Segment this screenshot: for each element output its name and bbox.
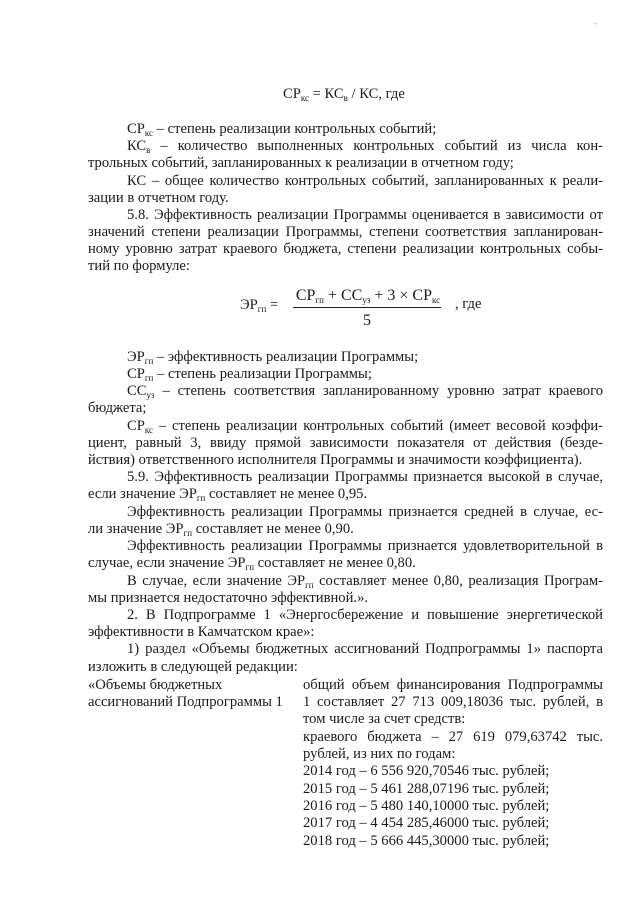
p58-line-2: значений степени реализации Программы, степени соответствия запланирован- (88, 224, 603, 240)
table-right-line-5: рублей, из них по годам: (303, 746, 456, 762)
p59-line-6: случае, если значение $ЭР_{гп}$ составляет не менее 0,80. (88, 555, 416, 572)
formula-er-denominator: 5 (363, 312, 371, 329)
p59-line-3: Эффективность реализации Программы признается средней в случае, ес- (127, 504, 603, 520)
p59-line-8: мы признается недостаточно эффективной.». (88, 590, 369, 606)
p58-line-1: 5.8. Эффективность реализации Программы оценивается в зависимости от (127, 207, 603, 223)
table-left-line-2: ассигнований Подпрограммы 1 (88, 694, 283, 710)
definition-ks-v: $КС_в$ – количество выполненных контрольных событий из числа кон- (127, 138, 603, 155)
table-right-line-2: 1 составляет 27 713 009,18036 тыс. рублей, в (303, 694, 603, 710)
table-right-year-2017: 2017 год – 4 454 285,46000 тыс. рублей; (303, 815, 550, 831)
formula-er-lhs: $ЭР_{гп}$ = (240, 297, 279, 314)
formula-sr-ks: $СР_{кс} = КС_в$ / КС, где (283, 86, 405, 103)
p59-line-5: Эффективность реализации Программы признается удовлетворительной в (127, 538, 603, 554)
item1-line-1: 1) раздел «Объемы бюджетных ассигнований Подпрограммы 1» паспорта (127, 641, 603, 657)
p59-line-4: ли значение $ЭР_{гп}$ составляет не менее 0,90. (88, 521, 354, 538)
definition-sr-ks-2-cont-2: йствия) ответственного исполнителя Программы и значимости коэффициента). (88, 452, 583, 468)
definition-sr-ks-2-cont-1: циент, равный 3, ввиду прямой зависимости показателя от действия (безде- (88, 435, 603, 451)
corner-mark: - (594, 18, 597, 28)
p59-line-7: В случае, если значение $ЭР_{гп}$ составляет менее 0,80, реализация Програм- (127, 573, 603, 590)
definition-ks: КС – общее количество контрольных событий, запланированных к реали- (127, 173, 603, 189)
table-left-line-1: «Объемы бюджетных (88, 677, 223, 693)
section2-line-2: эффективности в Камчатском крае»: (88, 624, 315, 640)
table-right-year-2014: 2014 год – 6 556 920,70546 тыс. рублей; (303, 763, 550, 779)
definition-sr-gp: $СР_{гп}$ – степень реализации Программы; (127, 366, 372, 383)
definition-sr-ks-2: $СР_{кс}$ – степень реализации контрольных событий (имеет весовой коэффи- (127, 418, 603, 435)
formula-er-tail: , где (455, 296, 482, 312)
definition-sr-ks: $СР_{кс}$ – степень реализации контрольных событий; (127, 121, 437, 138)
p58-line-3: ному уровню затрат краевого бюджета, степени реализации контрольных собы- (88, 241, 603, 257)
p58-line-4: тий по формуле: (88, 258, 190, 274)
fraction-bar (293, 307, 441, 308)
table-right-line-1: общий объем финансирования Подпрограммы (303, 677, 603, 693)
formula-er-numerator: СРгп + ССуз + 3 × СРкс (295, 287, 441, 305)
definition-er-gp: $ЭР_{гп}$ – эффективность реализации Программы; (127, 349, 419, 366)
definition-ks-v-cont: трольных событий, запланированных к реализации в отчетном году; (88, 155, 514, 171)
p59-line-1: 5.9. Эффективность реализации Программы признается высокой в случае, (127, 469, 603, 485)
table-right-year-2016: 2016 год – 5 480 140,10000 тыс. рублей; (303, 798, 550, 814)
p59-line-2: если значение $ЭР_{гп}$ составляет не менее 0,95. (88, 486, 368, 503)
definition-ss-uz-cont: бюджета; (88, 400, 147, 416)
definition-ks-cont: зации в отчетном году. (88, 190, 229, 206)
table-right-year-2015: 2015 год – 5 461 288,07196 тыс. рублей; (303, 781, 550, 797)
table-right-line-4: краевого бюджета – 27 619 079,63742 тыс. (303, 729, 603, 745)
table-right-line-3: том числе за счет средств: (303, 711, 466, 727)
table-right-year-2018: 2018 год – 5 666 445,30000 тыс. рублей; (303, 833, 550, 849)
section2-line-1: 2. В Подпрограмме 1 «Энергосбережение и повышение энергетической (127, 607, 603, 623)
definition-ss-uz: $СС_{уз}$ – степень соответствия запланированному уровню затрат краевого (127, 383, 603, 400)
item1-line-2: изложить в следующей редакции: (88, 659, 298, 675)
